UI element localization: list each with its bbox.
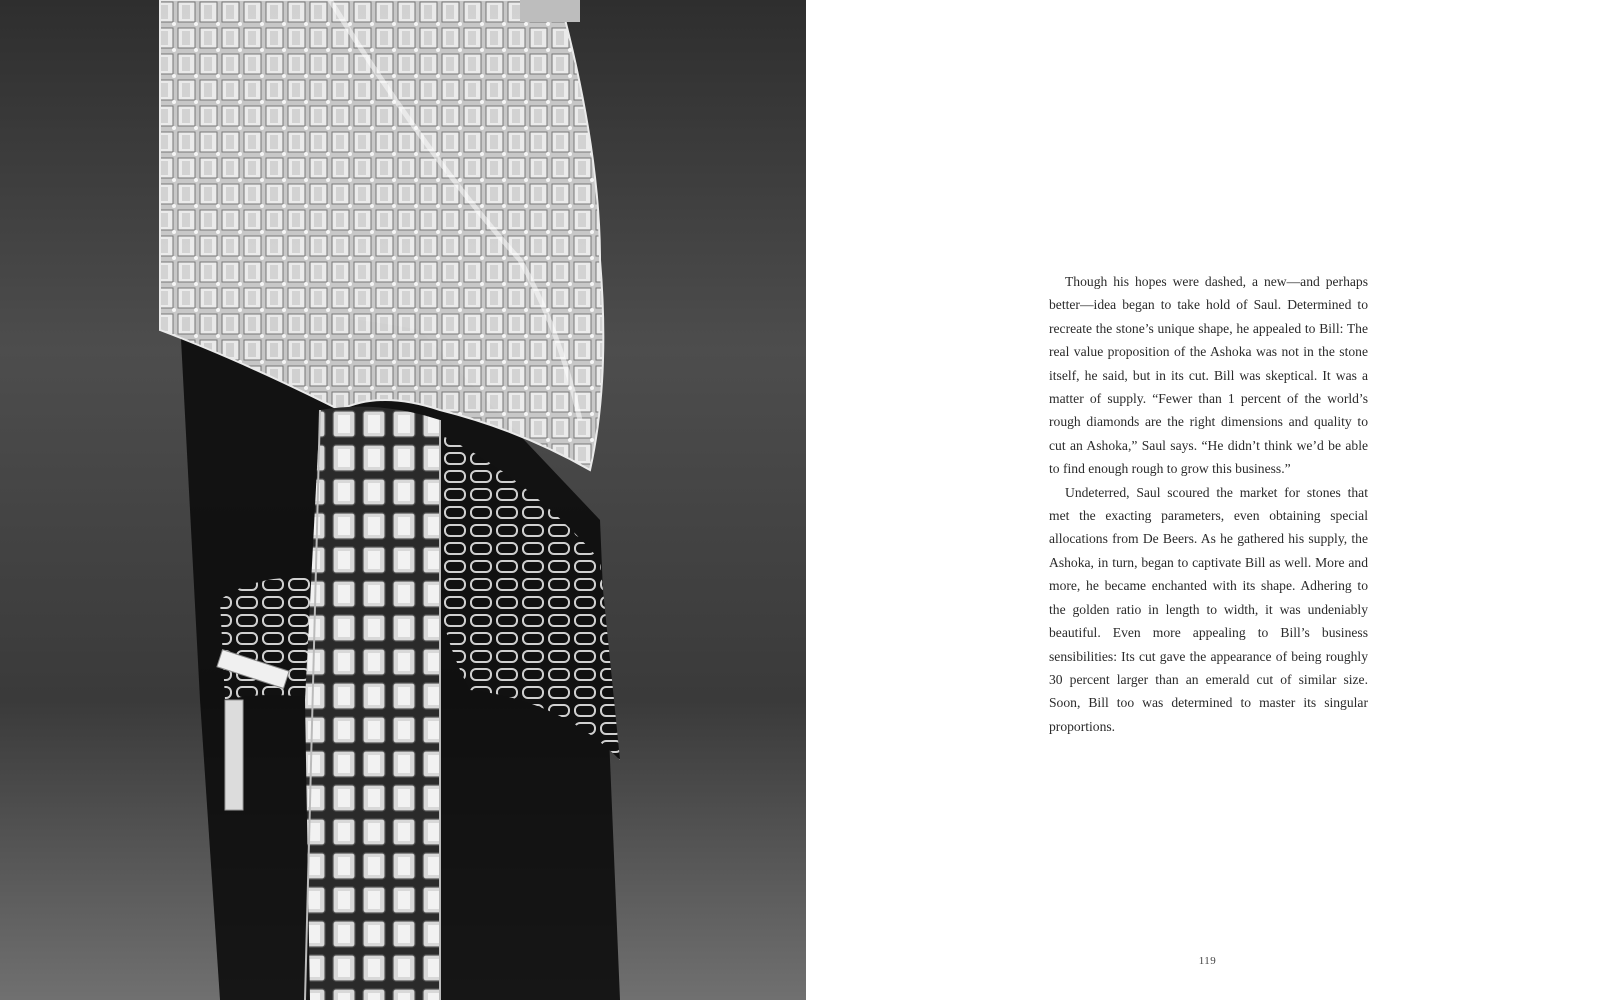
paragraph-2: Undeterred, Saul scoured the market for stones that met the exacting parameters, even obtaining special allocations from De Beers. As he gathered his supply, the Ashoka, in turn, began to captivate Bill as well. More and more, he became enchanted with its shape. Adhering to the golden ratio in length to width, it was undeniably beautiful. Even more appealing to Bill’s business sensibilities: Its cut gave the appearance of being roughly 30 percent larger than an emerald cut of similar size. Soon, Bill too was determined to master its singular proportions. [1049, 484, 1368, 734]
body-text [1049, 270, 1368, 738]
page-number: 119 [1198, 955, 1217, 967]
paragraph-1: Though his hopes were dashed, a new—and perhaps better—idea began to take hold of Saul. Determined to recreate the stone’s unique shape, he appealed to Bill: The real value proposition of the Ashoka was not in the stone itself, he said, but in its cut. Bill was skeptical. It was a matter of supply. “Fewer than 1 percent of the world’s rough diamonds are the right dimensions and quality to cut an Ashoka,” Saul says. “He didn’t think we’d be able to find enough rough to grow this business.” [1049, 274, 1368, 477]
text-page [806, 0, 1609, 1000]
